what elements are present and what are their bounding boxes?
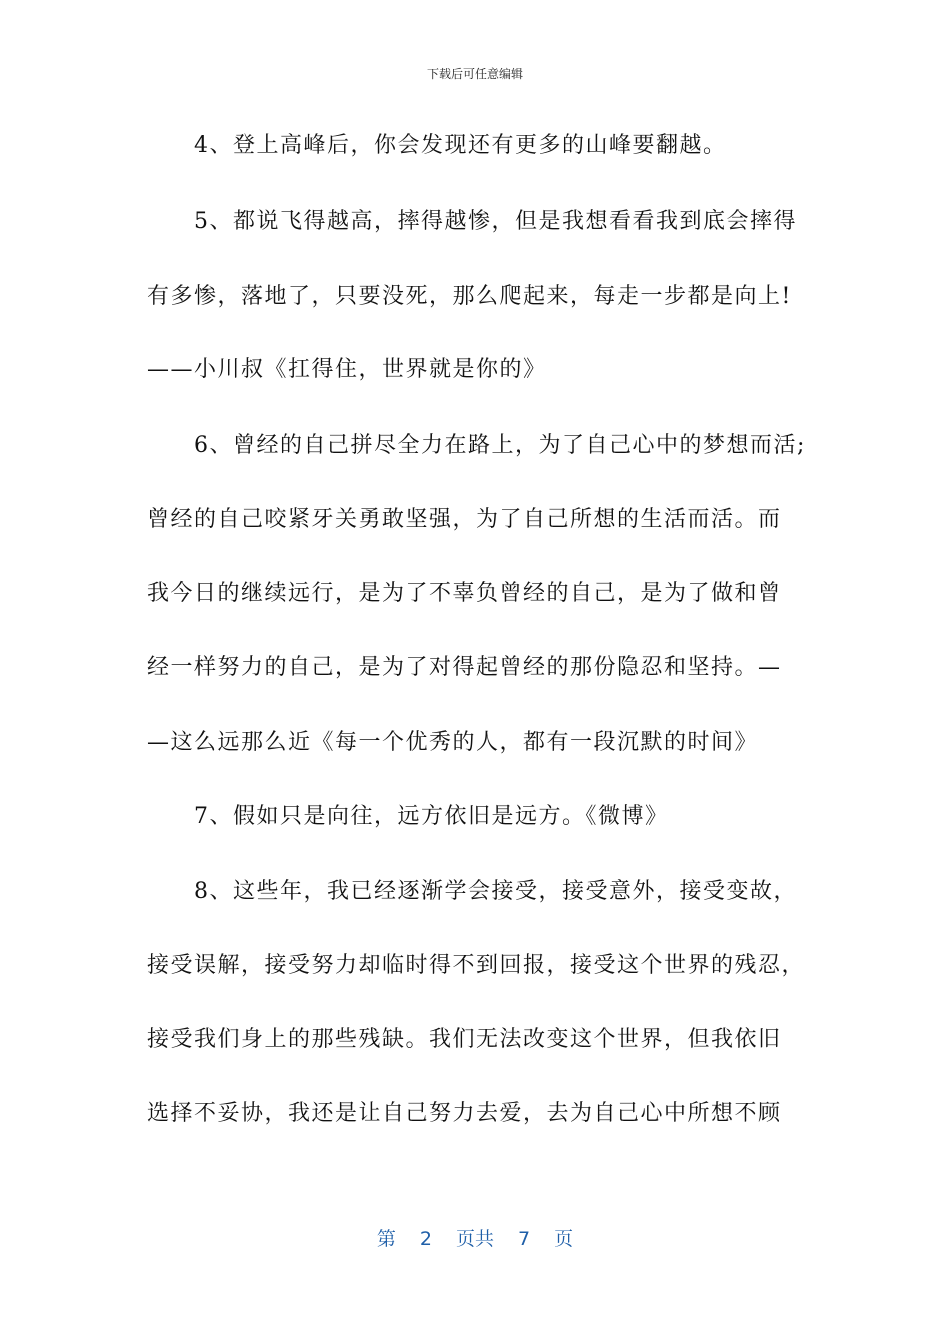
text-line: 7、假如只是向往，远方依旧是远方。《微博》	[147, 804, 669, 829]
page-footer	[0, 1226, 950, 1252]
footer-page-number: 2	[419, 1228, 432, 1250]
text-line: ——小川叔《扛得住，世界就是你的》	[147, 357, 547, 382]
text-line: 8、这些年，我已经逐渐学会接受，接受意外，接受变故，	[147, 879, 797, 904]
text-line: 选择不妥协，我还是让自己努力去爱，去为自己心中所想不顾	[147, 1101, 782, 1126]
text-line: 接受误解，接受努力却临时得不到回报，接受这个世界的残忍，	[147, 953, 806, 978]
footer-middle: 页共	[455, 1228, 494, 1250]
footer-total-pages: 7	[518, 1228, 531, 1250]
text-line: —这么远那么近《每一个优秀的人，都有一段沉默的时间》	[147, 730, 759, 755]
footer-suffix: 页	[554, 1228, 574, 1250]
text-line: 5、都说飞得越高，摔得越惨，但是我想看看我到底会摔得	[147, 209, 797, 234]
text-line: 4、登上高峰后，你会发现还有更多的山峰要翻越。	[147, 133, 727, 158]
text-line: 经一样努力的自己，是为了对得起曾经的那份隐忍和坚持。—	[147, 655, 782, 680]
text-line: 接受我们身上的那些残缺。我们无法改变这个世界，但我依旧	[147, 1027, 782, 1052]
text-line: 6、曾经的自己拼尽全力在路上，为了自己心中的梦想而活;	[147, 433, 806, 458]
footer-prefix: 第	[376, 1228, 396, 1250]
text-line: 曾经的自己咬紧牙关勇敢坚强，为了自己所想的生活而活。而	[147, 507, 782, 532]
text-line: 有多惨，落地了，只要没死，那么爬起来，每走一步都是向上!	[147, 284, 792, 309]
page-header-note: 下载后可任意编辑	[426, 67, 523, 81]
text-line: 我今日的继续远行，是为了不辜负曾经的自己，是为了做和曾	[147, 581, 782, 606]
